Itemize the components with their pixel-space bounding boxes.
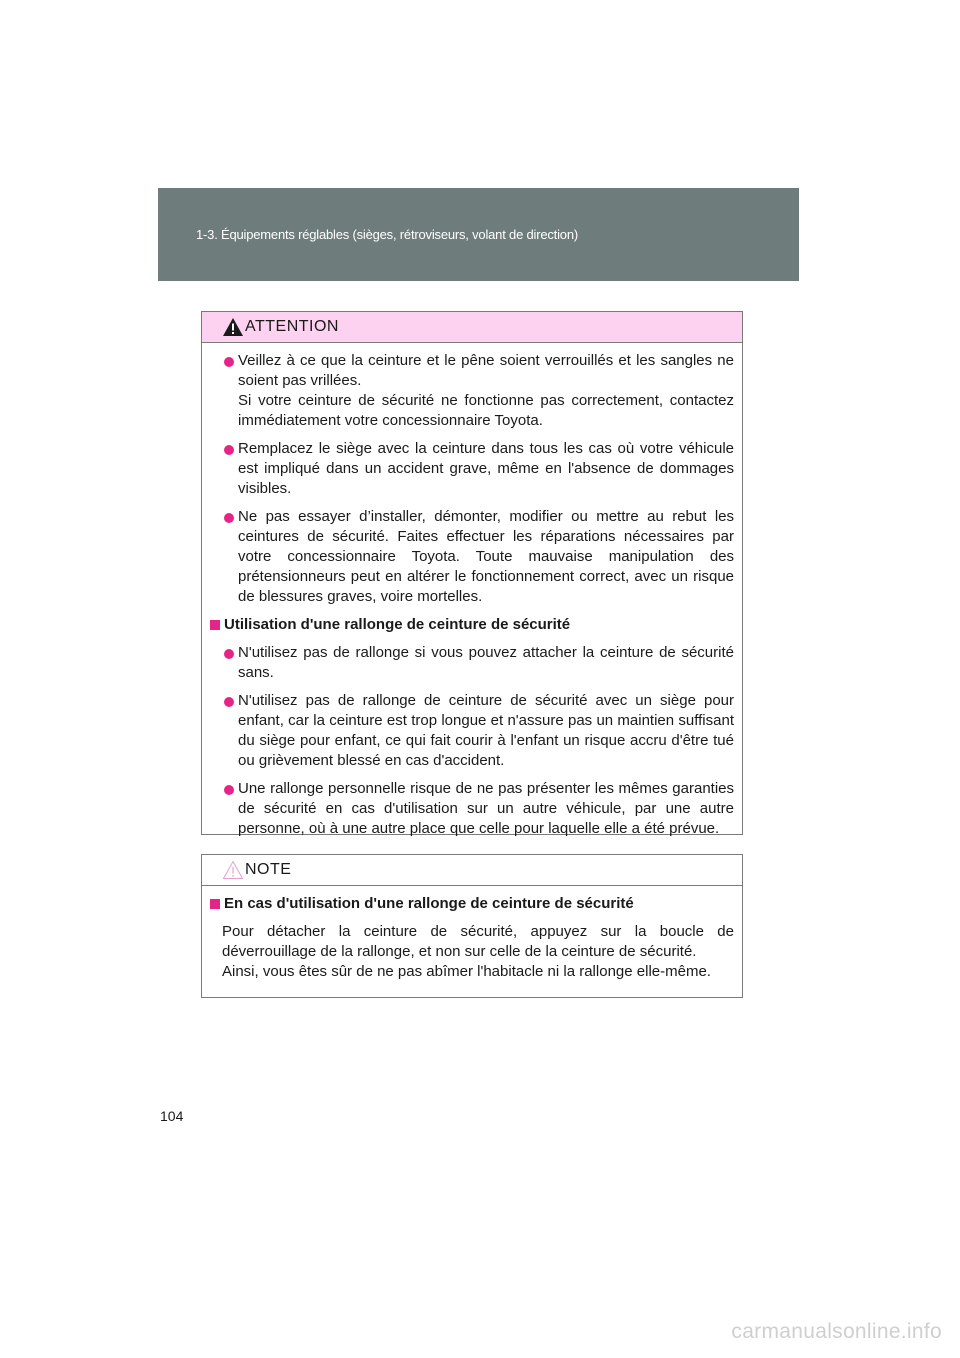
item-text: Veillez à ce que la ceinture et le pêne soient verrouillés et les sangles ne soient pas vrillées. — [238, 352, 734, 389]
attention-header — [202, 312, 742, 343]
item-text: Une rallonge personnelle risque de ne pas présenter les mêmes garanties de sécurité en cas d'utilisation sur un autre véhicule, par une autre personne, où à une autre place que celle pour laquelle elle a été prévue. — [238, 780, 734, 837]
subheading — [210, 615, 734, 635]
warning-triangle-icon — [222, 317, 244, 337]
caution-triangle-outline-icon — [222, 860, 244, 880]
item-text: Remplacez le siège avec la ceinture dans tous les cas où votre véhicule est impliqué dans un accident grave, même en l'absence de dommages visibles. — [238, 440, 734, 497]
list-item — [210, 507, 734, 607]
subheading-text: En cas d'utilisation d'une rallonge de ceinture de sécurité — [224, 895, 634, 912]
item-text: Si votre ceinture de sécurité ne fonctionne pas correctement, contactez immédiatement votre concessionnaire Toyota. — [238, 392, 734, 429]
attention-title: ATTENTION — [245, 318, 339, 335]
item-text: N'utilisez pas de rallonge de ceinture de sécurité avec un siège pour enfant, car la ceinture est trop longue et n'assure pas un maintien suffisant du siège pour enfant, ce qui fait courir à l'enfant un risque accru d'être tué ou grièvement blessé en cas d'accident. — [238, 692, 734, 769]
bullet-icon — [224, 785, 234, 795]
bullet-icon — [224, 649, 234, 659]
note-header — [202, 855, 742, 886]
subheading — [210, 894, 734, 914]
list-item — [210, 779, 734, 839]
bullet-icon — [224, 513, 234, 523]
section-title: 1-3. Équipements réglables (sièges, rétroviseurs, volant de direction) — [196, 227, 578, 242]
note-paragraph: Ainsi, vous êtes sûr de ne pas abîmer l'habitacle ni la rallonge elle-même. — [222, 963, 711, 980]
bullet-icon — [224, 697, 234, 707]
note-text — [210, 922, 734, 982]
list-item — [210, 643, 734, 683]
square-bullet-icon — [210, 899, 220, 909]
list-item — [210, 351, 734, 431]
bullet-icon — [224, 357, 234, 367]
list-item — [210, 691, 734, 771]
bullet-icon — [224, 445, 234, 455]
square-bullet-icon — [210, 620, 220, 630]
page-number: 104 — [160, 1108, 184, 1124]
item-text: N'utilisez pas de rallonge si vous pouvez attacher la ceinture de sécurité sans. — [238, 644, 734, 681]
note-title: NOTE — [245, 861, 292, 878]
section-header-bar — [158, 188, 799, 281]
note-paragraph: Pour détacher la ceinture de sécurité, appuyez sur la boucle de déverrouillage de la rallonge, et non sur celle de la ceinture de sécurité. — [222, 923, 734, 960]
watermark: carmanualsonline.info — [731, 1320, 942, 1343]
subheading-text: Utilisation d'une rallonge de ceinture de sécurité — [224, 616, 571, 633]
note-box — [201, 854, 743, 998]
item-text: Ne pas essayer d’installer, démonter, modifier ou mettre au rebut les ceintures de sécurité. Faites effectuer les réparations nécessaires par votre concessionnaire Toyota. Toute mauvaise manipulation des prétensionneurs peut en altérer le fonctionnement correct, avec un risque de blessures graves, voire mortelles. — [238, 508, 734, 605]
list-item — [210, 439, 734, 499]
attention-box — [201, 311, 743, 835]
